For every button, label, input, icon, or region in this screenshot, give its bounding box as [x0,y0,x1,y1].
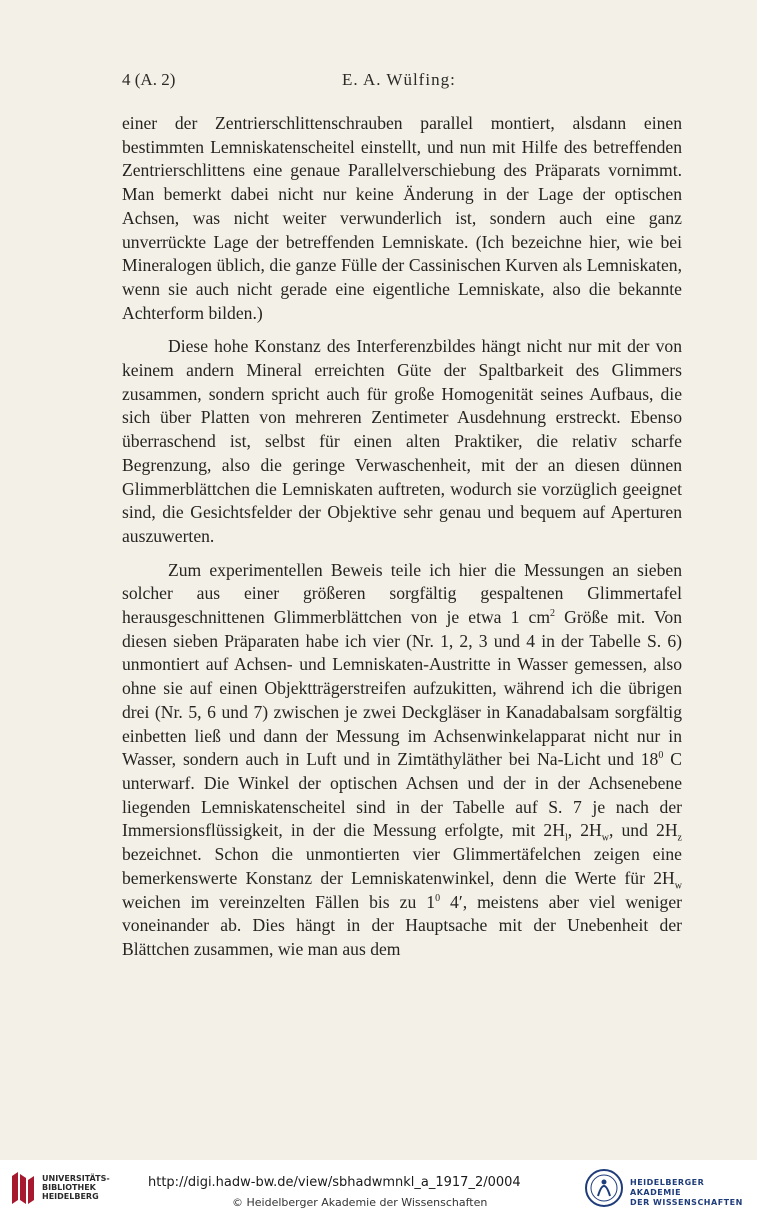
p3-seg-f: bezeichnet. Schon die unmontierten vier Glimmertäfelchen zeigen eine bemerkenswerte Konstanz der Lemniskatenwinkel, denn die Werte für 2H [122,844,682,888]
subscript-z: z [677,832,682,844]
body-text [122,112,682,962]
p3-seg-b: Größe mit. Von diesen sieben Präparaten habe ich vier (Nr. 1, 2, 3 und 4 in der Tabelle S. 6) unmontiert auf Achsen- und Lemniskaten-Austritte in Wasser gemessen, also ohne sie auf einen Objektträgerstreifen aufzukitten, während ich die übrigen drei (Nr. 5, 6 und 7) zwischen je zwei Deckgläser in Kanadabalsam sorgfältig einbetten ließ und dann der Messung im Achsenwinkelapparat nicht nur in Wasser, sondern auch in Luft und in Zimtäthyläther bei Na-Licht und 18 [122,607,682,770]
p3-seg-d: , 2H [567,820,602,841]
page-reference: 4 (A. 2) [122,70,176,89]
ub-line-3: HEIDELBERG [42,1192,99,1201]
paragraph-2: Diese hohe Konstanz des Interferenzbildes hängt nicht nur mit der von keinem andern Mineral erreichten Güte der Spaltbarkeit des Glimmers zusammen, sondern spricht auch für große Homogenität seines Aufbaus, die sich über Platten von mehreren Zentimeter Ausdehnung erstreckt. Ebenso überraschend ist, selbst für einen alten Praktiker, die relativ scharfe Begrenzung, also die geringe Verwaschenheit, mit der an diesen dünnen Glimmerblättchen die Lemniskaten auftreten, wodurch sie vorzüglich geeignet sind, die Gesichtsfelder der Objektive sehr genau und bequem auf Aperturen auszuwerten. [122,336,682,546]
degree-sup: 0 [658,750,664,762]
subscript-w: w [601,832,609,844]
p3-seg-g: weichen im vereinzelten Fällen bis zu 1 [122,891,436,912]
hadw-line-2: DER WISSENSCHAFTEN [630,1198,743,1207]
p3-seg-a: Zum experimentellen Beweis teile ich hier die Messungen an sieben solcher aus einer größeren sorgfältig gespaltenen Glimmertafel herausgeschnittenen Glimmerblättchen von je etwa 1 cm [122,559,682,628]
ub-line-2: BIBLIOTHEK [42,1183,96,1192]
ub-line-1: UNIVERSITÄTS- [42,1174,110,1183]
subscript-l: l [564,832,568,844]
superscript-2: 2 [550,608,556,620]
p3-seg-h: 4′, meistens aber viel weniger voneinander ab. Dies hängt in der Hauptsache mit der Unebenheit der Blättchen zusammen, wie man aus dem [122,891,682,959]
paragraph-3 [122,559,682,962]
subscript-w-2: w [674,880,682,892]
university-library-logo-icon [8,1170,38,1206]
copyright-notice: © Heidelberger Akademie der Wissenschaften [232,1196,488,1209]
degree-sup-2: 0 [435,892,441,904]
hadw-line-1: HEIDELBERGER AKADEMIE [630,1178,705,1197]
p3-seg-e: , und 2H [608,820,678,841]
academy-name [630,1178,757,1208]
university-library-name [42,1174,122,1201]
paragraph-1: einer der Zentrierschlittenschrauben parallel montiert, alsdann einen bestimmten Lemniskatenscheitel einstellt, und nun mit Hilfe des betreffenden Zentrierschlittens eine genaue Parallelverschiebung des Präparats vornimmt. Man bemerkt dabei nicht nur keine Änderung in der Lage der optischen Achsen, was nicht weiter verwunderlich ist, sondern auch eine ganz unverrückte Lage der betreffenden Lemniskate. (Ich bezeichne hier, wie bei Mineralogen üblich, die ganze Fülle der Cassinischen Kurven als Lemniskaten, wenn sie auch nicht gerade eine eigentliche Lemniskate, also die bekannte Achterform bilden.) [122,113,682,323]
footer-bar [0,1160,757,1218]
p3-seg-c: C unterwarf. Die Winkel der optischen Achsen und der in der Achsenebene liegenden Lemniskatenscheitel sind in der Tabelle auf S. 7 je nach der Immersionsflüssigkeit, in der die Messung erfolgte, mit 2H [122,749,682,841]
academy-seal-icon [584,1168,624,1208]
author-name: E. A. Wülfing: [342,70,456,89]
permalink-url[interactable]: http://digi.hadw-bw.de/view/sbhadwmnkl_a_1917_2/0004 [148,1175,521,1190]
